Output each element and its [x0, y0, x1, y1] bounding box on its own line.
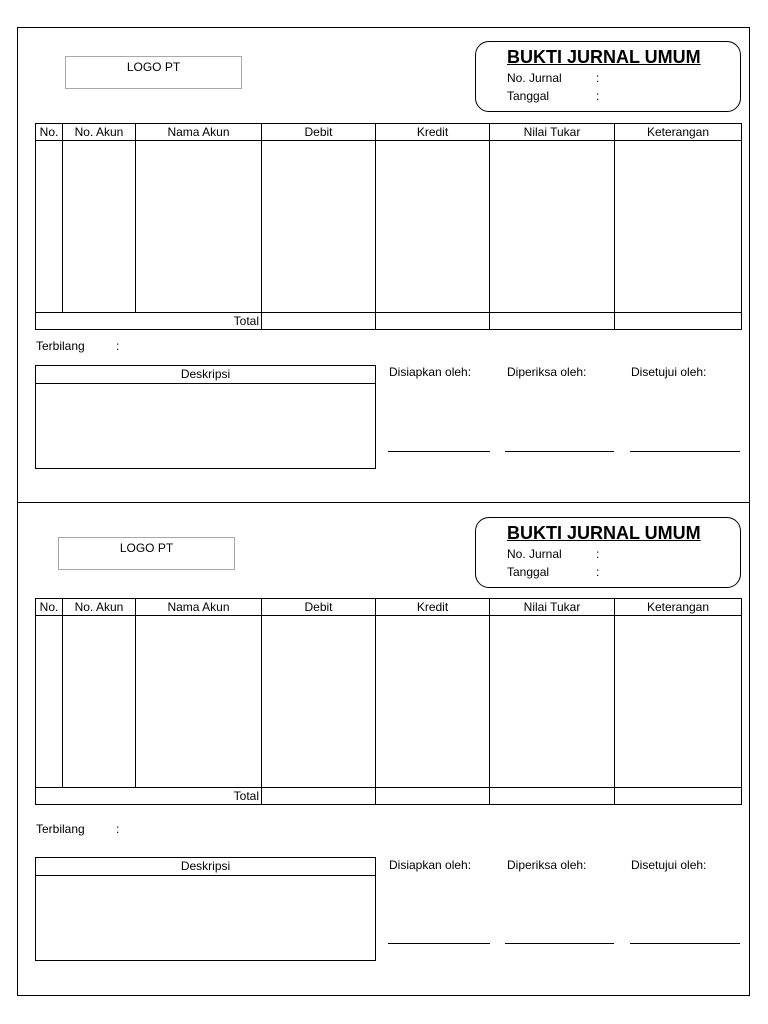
amount-in-words-colon: :	[116, 339, 120, 353]
prepared-by-label: Disiapkan oleh:	[389, 858, 472, 872]
table-header-row	[36, 124, 742, 141]
description-box[interactable]	[35, 857, 376, 961]
cell-account-name[interactable]	[136, 616, 262, 788]
total-credit[interactable]	[376, 313, 490, 330]
date-colon: :	[596, 89, 600, 103]
approved-by-signature-line[interactable]	[630, 943, 740, 944]
col-header-notes: Keterangan	[615, 599, 742, 616]
cell-exchange-rate[interactable]	[490, 616, 615, 788]
table-row[interactable]	[36, 141, 742, 313]
checked-by-signature-line[interactable]	[505, 451, 614, 452]
date-field[interactable]	[507, 565, 600, 579]
col-header-account-name: Nama Akun	[136, 124, 262, 141]
table-row[interactable]	[36, 616, 742, 788]
description-header: Deskripsi	[36, 858, 375, 876]
cell-debit[interactable]	[262, 616, 376, 788]
col-header-credit: Kredit	[376, 124, 490, 141]
amount-in-words-colon: :	[116, 822, 120, 836]
journal-table	[35, 123, 742, 330]
voucher-title: BUKTI JURNAL UMUM	[507, 47, 701, 67]
journal-number-field[interactable]	[507, 547, 600, 561]
approved-by-label: Disetujui oleh:	[631, 365, 707, 379]
date-label: Tanggal	[507, 565, 550, 579]
cell-account-name[interactable]	[136, 141, 262, 313]
journal-number-label: No. Jurnal	[507, 71, 562, 85]
cell-exchange-rate[interactable]	[490, 141, 615, 313]
cell-notes[interactable]	[615, 141, 742, 313]
total-notes[interactable]	[615, 313, 742, 330]
total-spacer	[36, 788, 63, 805]
col-header-debit: Debit	[262, 124, 376, 141]
journal-number-label: No. Jurnal	[507, 547, 562, 561]
title-box	[475, 41, 741, 112]
cell-account-no[interactable]	[63, 616, 136, 788]
approved-by-signature-line[interactable]	[630, 451, 740, 452]
description-box[interactable]	[35, 365, 376, 469]
approved-by-label: Disetujui oleh:	[631, 858, 707, 872]
company-logo-placeholder: LOGO PT	[65, 56, 242, 89]
col-header-credit: Kredit	[376, 599, 490, 616]
cell-notes[interactable]	[615, 616, 742, 788]
total-credit[interactable]	[376, 788, 490, 805]
date-label: Tanggal	[507, 89, 550, 103]
total-exchange-rate[interactable]	[490, 313, 615, 330]
total-row	[36, 313, 742, 330]
col-header-exchange-rate: Nilai Tukar	[490, 124, 615, 141]
prepared-by-signature-line[interactable]	[388, 451, 490, 452]
table-header-row	[36, 599, 742, 616]
amount-in-words-label: Terbilang	[36, 822, 85, 836]
prepared-by-signature-line[interactable]	[388, 943, 490, 944]
col-header-account-name: Nama Akun	[136, 599, 262, 616]
checked-by-signature-line[interactable]	[505, 943, 614, 944]
journal-number-field[interactable]	[507, 71, 600, 85]
col-header-account-no: No. Akun	[63, 599, 136, 616]
col-header-account-no: No. Akun	[63, 124, 136, 141]
cell-account-no[interactable]	[63, 141, 136, 313]
col-header-notes: Keterangan	[615, 124, 742, 141]
total-debit[interactable]	[262, 313, 376, 330]
title-box	[475, 517, 741, 588]
col-header-no: No.	[36, 124, 63, 141]
col-header-debit: Debit	[262, 599, 376, 616]
journal-voucher-2	[17, 502, 750, 996]
prepared-by-label: Disiapkan oleh:	[389, 365, 472, 379]
company-logo-placeholder: LOGO PT	[58, 537, 235, 570]
col-header-no: No.	[36, 599, 63, 616]
cell-no[interactable]	[36, 141, 63, 313]
date-field[interactable]	[507, 89, 600, 103]
total-debit[interactable]	[262, 788, 376, 805]
cell-debit[interactable]	[262, 141, 376, 313]
journal-table	[35, 598, 742, 805]
journal-number-colon: :	[596, 547, 600, 561]
total-label: Total	[63, 313, 262, 330]
checked-by-label: Diperiksa oleh:	[507, 365, 587, 379]
total-notes[interactable]	[615, 788, 742, 805]
date-colon: :	[596, 565, 600, 579]
cell-credit[interactable]	[376, 141, 490, 313]
cell-credit[interactable]	[376, 616, 490, 788]
amount-in-words-field[interactable]	[36, 339, 120, 353]
total-exchange-rate[interactable]	[490, 788, 615, 805]
total-label: Total	[63, 788, 262, 805]
journal-number-colon: :	[596, 71, 600, 85]
amount-in-words-label: Terbilang	[36, 339, 85, 353]
amount-in-words-field[interactable]	[36, 822, 120, 836]
checked-by-label: Diperiksa oleh:	[507, 858, 587, 872]
cell-no[interactable]	[36, 616, 63, 788]
description-header: Deskripsi	[36, 366, 375, 384]
voucher-title: BUKTI JURNAL UMUM	[507, 523, 701, 543]
total-row	[36, 788, 742, 805]
total-spacer	[36, 313, 63, 330]
journal-voucher-1	[17, 27, 750, 503]
col-header-exchange-rate: Nilai Tukar	[490, 599, 615, 616]
